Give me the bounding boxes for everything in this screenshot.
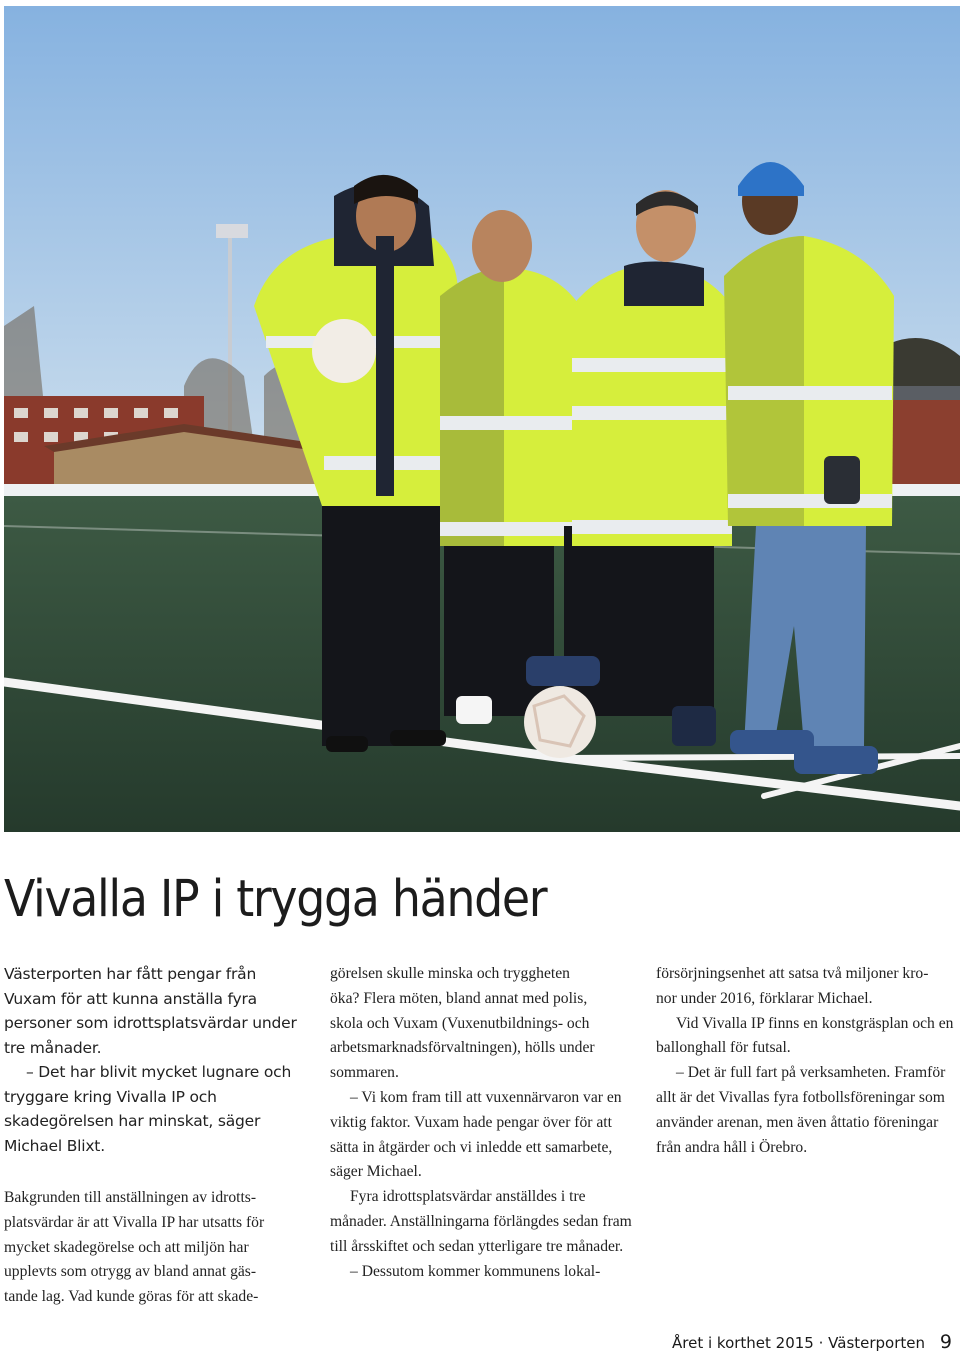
page-number: 9 xyxy=(939,1331,952,1353)
column-1 xyxy=(4,962,309,1310)
publication-title: Året i korthet 2015 · Västerporten xyxy=(672,1334,926,1352)
lead-paragraph-2: – Det har blivit mycket lugnare och tryggare kring Vivalla IP och skadegörelsen har minskat, säger Michael Blixt. xyxy=(4,1063,292,1155)
body-paragraph-4: – Dessutom kommer kommunens lokal- xyxy=(350,1262,601,1280)
right-building xyxy=(884,386,960,491)
body-paragraph-6: – Det är full fart på verksamheten. Framför allt är det Vivallas fyra fotbollsföreningar som använder arenan, men även åttatio föreningar från andra håll i Örebro. xyxy=(656,1064,946,1156)
body-paragraph-1-cont: görelsen skulle minska och tryggheten öka? Flera möten, bland annat med polis, skola och Vuxam (Vuxenutbildnings- och arbetsmarknadsförvaltningen), hölls under sommaren. xyxy=(330,965,595,1082)
body-paragraph-1: Bakgrunden till anställningen av idrotts- platsvärdar är att Vivalla IP har utsatts för mycket skadegörelse och att miljön har upplevts som otrygg av bland annat gäs- tande lag. Vad kunde göras för att skade- xyxy=(4,1189,265,1306)
column-3 xyxy=(656,962,956,1160)
body-paragraph-4-cont: försörjningsenhet att satsa två miljoner kro- nor under 2016, förklarar Michael. xyxy=(656,965,929,1007)
column-2 xyxy=(330,962,635,1284)
headline: Vivalla IP i trygga händer xyxy=(4,870,547,929)
hero-photo xyxy=(4,6,960,832)
lead-paragraph-1: Västerporten har fått pengar från Vuxam för att kunna anställa fyra personer som idrottsplatsvärdar under tre månader. xyxy=(4,965,297,1057)
body-paragraph-3: Fyra idrottsplatsvärdar anställdes i tre månader. Anställningarna förlängdes sedan fram till årsskiftet och sedan ytterligare tre månader. xyxy=(330,1188,632,1255)
body-paragraph-5: Vid Vivalla IP finns en konstgräsplan och en ballonghall för futsal. xyxy=(656,1014,954,1057)
body-paragraph-2: – Vi kom fram till att vuxennärvaron var en viktig faktor. Vuxam hade pengar över för att sätta in åtgärder och vi inledde ett samarbete, säger Michael. xyxy=(330,1088,622,1181)
